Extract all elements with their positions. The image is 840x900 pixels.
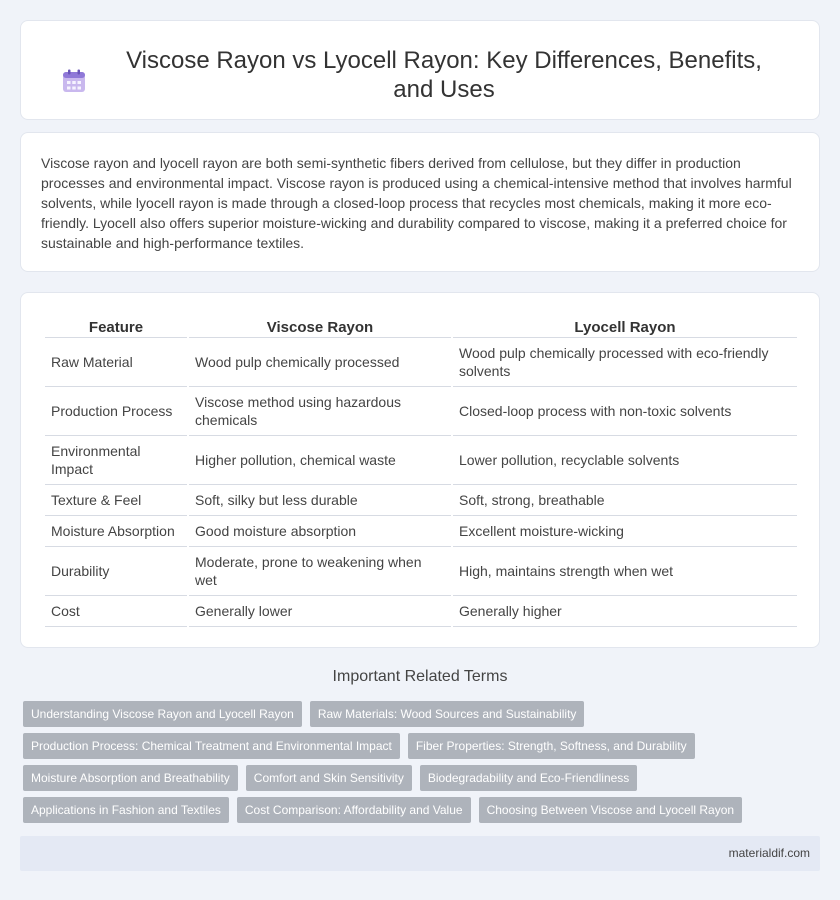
related-term-tag[interactable]: Production Process: Chemical Treatment and Environmental Impact [23, 733, 400, 759]
related-term-tag[interactable]: Raw Materials: Wood Sources and Sustainability [310, 701, 585, 727]
viscose-cell: Soft, silky but less durable [189, 485, 451, 516]
viscose-cell: Wood pulp chemically processed [189, 338, 451, 387]
lyocell-cell: Excellent moisture-wicking [453, 516, 797, 547]
intro-paragraph: Viscose rayon and lyocell rayon are both semi-synthetic fibers derived from cellulose, but they differ in production processes and environmental impact. Viscose rayon is produced using a chemical-intensive method that involves harmful solvents, while lyocell rayon is made through a closed-loop process that recycles most chemicals, making it more eco-friendly. Lyocell also offers superior moisture-wicking and durability compared to viscose, making it a preferred choice for sustainable and high-performance textiles. [41, 155, 792, 251]
related-term-tag[interactable]: Biodegradability and Eco-Friendliness [420, 765, 637, 791]
table-row [45, 436, 797, 485]
related-term-tag[interactable]: Choosing Between Viscose and Lyocell Rayon [479, 797, 743, 823]
table-row [45, 387, 797, 436]
related-term-tag[interactable]: Comfort and Skin Sensitivity [246, 765, 412, 791]
related-term-tag[interactable]: Moisture Absorption and Breathability [23, 765, 238, 791]
feature-cell: Durability [45, 547, 187, 596]
feature-cell: Moisture Absorption [45, 516, 187, 547]
viscose-cell: Generally lower [189, 596, 451, 627]
comparison-table [43, 314, 799, 627]
lyocell-cell: Lower pollution, recyclable solvents [453, 436, 797, 485]
column-header-viscose: Viscose Rayon [189, 314, 451, 338]
related-terms-tags [23, 701, 813, 829]
column-header-feature: Feature [45, 314, 187, 338]
lyocell-cell: Closed-loop process with non-toxic solvents [453, 387, 797, 436]
intro-card [20, 132, 820, 272]
lyocell-cell: Soft, strong, breathable [453, 485, 797, 516]
table-row [45, 596, 797, 627]
footer-site-link[interactable]: materialdif.com [728, 846, 810, 860]
header-card [20, 20, 820, 120]
related-term-tag[interactable]: Understanding Viscose Rayon and Lyocell Rayon [23, 701, 302, 727]
feature-cell: Texture & Feel [45, 485, 187, 516]
column-header-lyocell: Lyocell Rayon [453, 314, 797, 338]
feature-cell: Cost [45, 596, 187, 627]
feature-cell: Raw Material [45, 338, 187, 387]
viscose-cell: Viscose method using hazardous chemicals [189, 387, 451, 436]
related-term-tag[interactable]: Applications in Fashion and Textiles [23, 797, 229, 823]
viscose-cell: Higher pollution, chemical waste [189, 436, 451, 485]
table-row [45, 485, 797, 516]
lyocell-cell: Generally higher [453, 596, 797, 627]
feature-cell: Production Process [45, 387, 187, 436]
lyocell-cell: High, maintains strength when wet [453, 547, 797, 596]
table-row [45, 547, 797, 596]
table-row [45, 338, 797, 387]
related-terms-title: Important Related Terms [332, 668, 508, 685]
related-term-tag[interactable]: Fiber Properties: Strength, Softness, and Durability [408, 733, 695, 759]
table-row [45, 516, 797, 547]
footer-bar [20, 836, 820, 871]
calendar-grid-icon [61, 68, 87, 94]
feature-cell: Environmental Impact [45, 436, 187, 485]
table-header-row [45, 314, 797, 338]
page-title: Viscose Rayon vs Lyocell Rayon: Key Differences, Benefits, and Uses [126, 47, 762, 103]
lyocell-cell: Wood pulp chemically processed with eco-friendly solvents [453, 338, 797, 387]
viscose-cell: Moderate, prone to weakening when wet [189, 547, 451, 596]
related-term-tag[interactable]: Cost Comparison: Affordability and Value [237, 797, 471, 823]
viscose-cell: Good moisture absorption [189, 516, 451, 547]
comparison-table-card [20, 292, 820, 648]
